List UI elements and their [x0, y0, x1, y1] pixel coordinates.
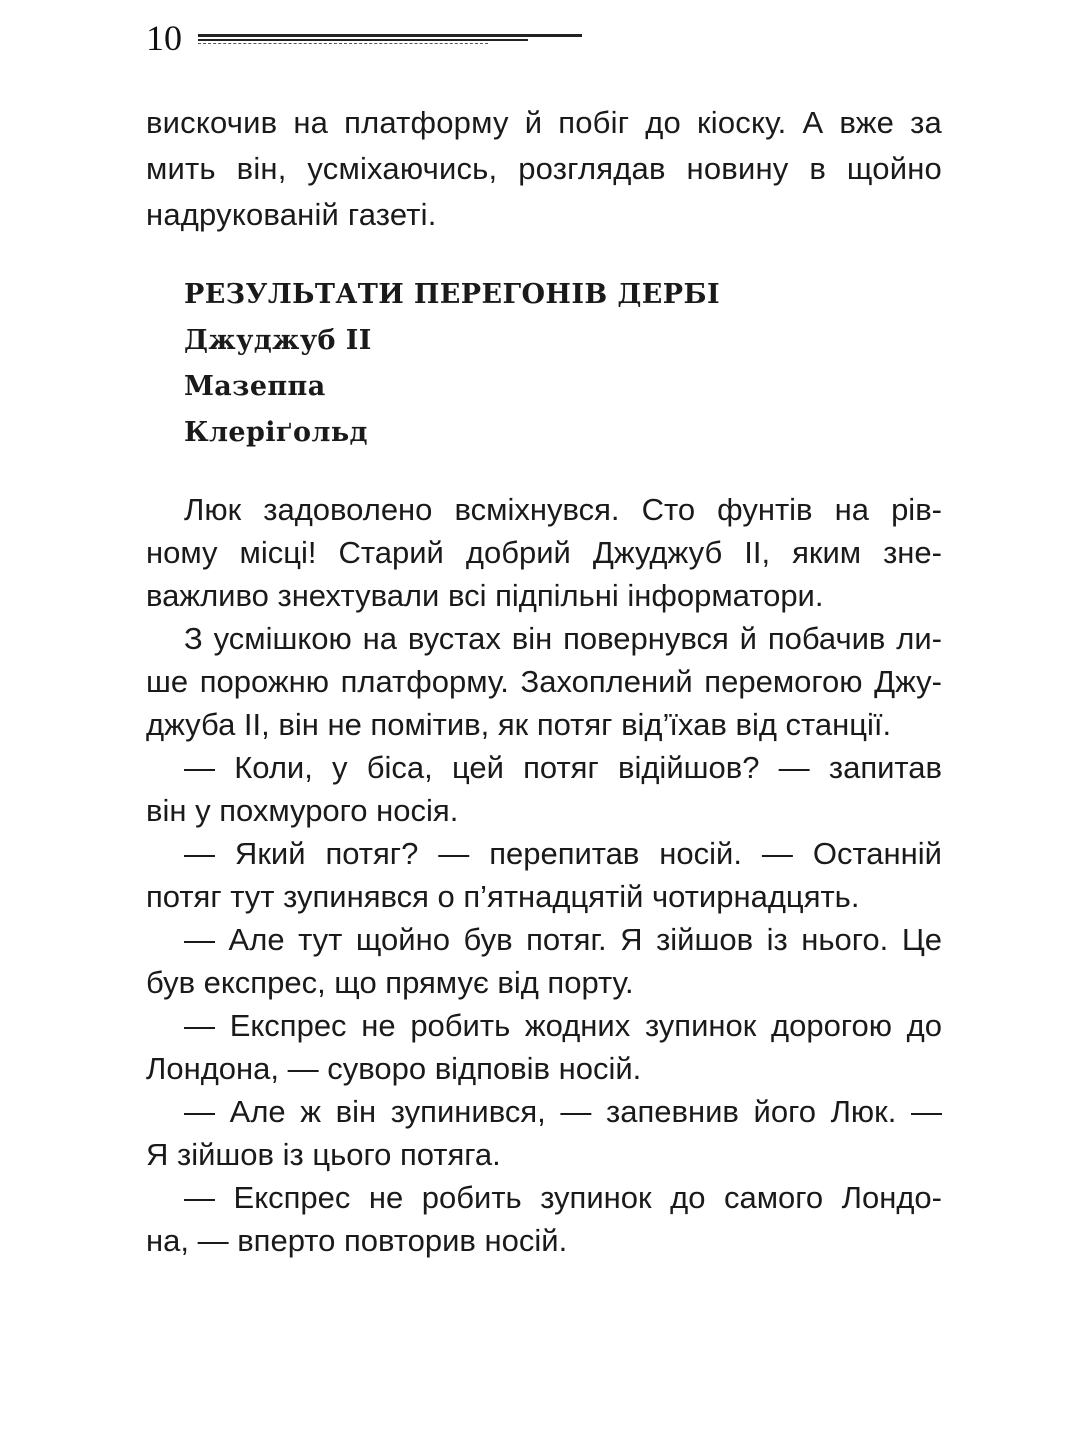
text-line: джуба II, він не помітив, як потяг від’їхав від станції. — [146, 707, 892, 742]
header-rule-line — [198, 34, 582, 37]
text-line: потяг тут зупинявся о п’ятнадцятій чотирнадцять. — [146, 879, 860, 914]
header-rule-line — [198, 39, 528, 41]
intro-paragraph — [146, 100, 942, 238]
result-entry: Джуджуб II — [184, 325, 372, 356]
result-entry: Клеріґольд — [184, 417, 368, 448]
main-text — [146, 488, 942, 1262]
text-line: надрукованій газеті. — [146, 197, 437, 232]
text-line: — Який потяг? — перепитав носій. — Останній — [184, 836, 942, 871]
results-heading: РЕЗУЛЬТАТИ ПЕРЕГОНІВ ДЕРБІ — [184, 279, 720, 310]
text-line: — Коли, у біса, цей потяг відійшов? — запитав — [184, 750, 942, 785]
text-line: Я зійшов із цього потяга. — [146, 1137, 501, 1172]
derby-results-block — [184, 272, 720, 456]
header-rule — [198, 30, 582, 50]
text-line: ному місці! Старий добрий Джуджуб II, яким зне- — [146, 535, 942, 570]
text-line: ше порожню платформу. Захоплений перемогою Джу- — [146, 664, 942, 699]
result-entry: Мазеппа — [184, 371, 326, 402]
text-line: З усмішкою на вустах він повернувся й побачив ли- — [184, 621, 942, 656]
text-line: важливо знехтували всі підпільні інформатори. — [146, 578, 824, 613]
text-line: був експрес, що прямує від порту. — [146, 965, 634, 1000]
text-line: — Експрес не робить жодних зупинок дорогою до — [184, 1008, 942, 1043]
header-rule-line — [198, 43, 488, 44]
text-line: Люк задоволено всміхнувся. Сто фунтів на рів- — [184, 492, 942, 527]
text-line: Лондона, — суворо відповів носій. — [146, 1051, 642, 1086]
text-line: — Але ж він зупинився, — запевнив його Люк. — — [184, 1094, 942, 1129]
text-line: — Експрес не робить зупинок до самого Лондо- — [184, 1180, 942, 1215]
text-line: мить він, усміхаючись, розглядав новину в щойно — [146, 151, 942, 186]
page-number: 10 — [146, 18, 182, 58]
text-line: вискочив на платформу й побіг до кіоску. А вже за — [146, 105, 942, 140]
text-line: на, — вперто повторив носій. — [146, 1223, 568, 1258]
text-line: — Але тут щойно був потяг. Я зійшов із нього. Це — [184, 922, 942, 957]
text-line: він у похмурого носія. — [146, 793, 459, 828]
